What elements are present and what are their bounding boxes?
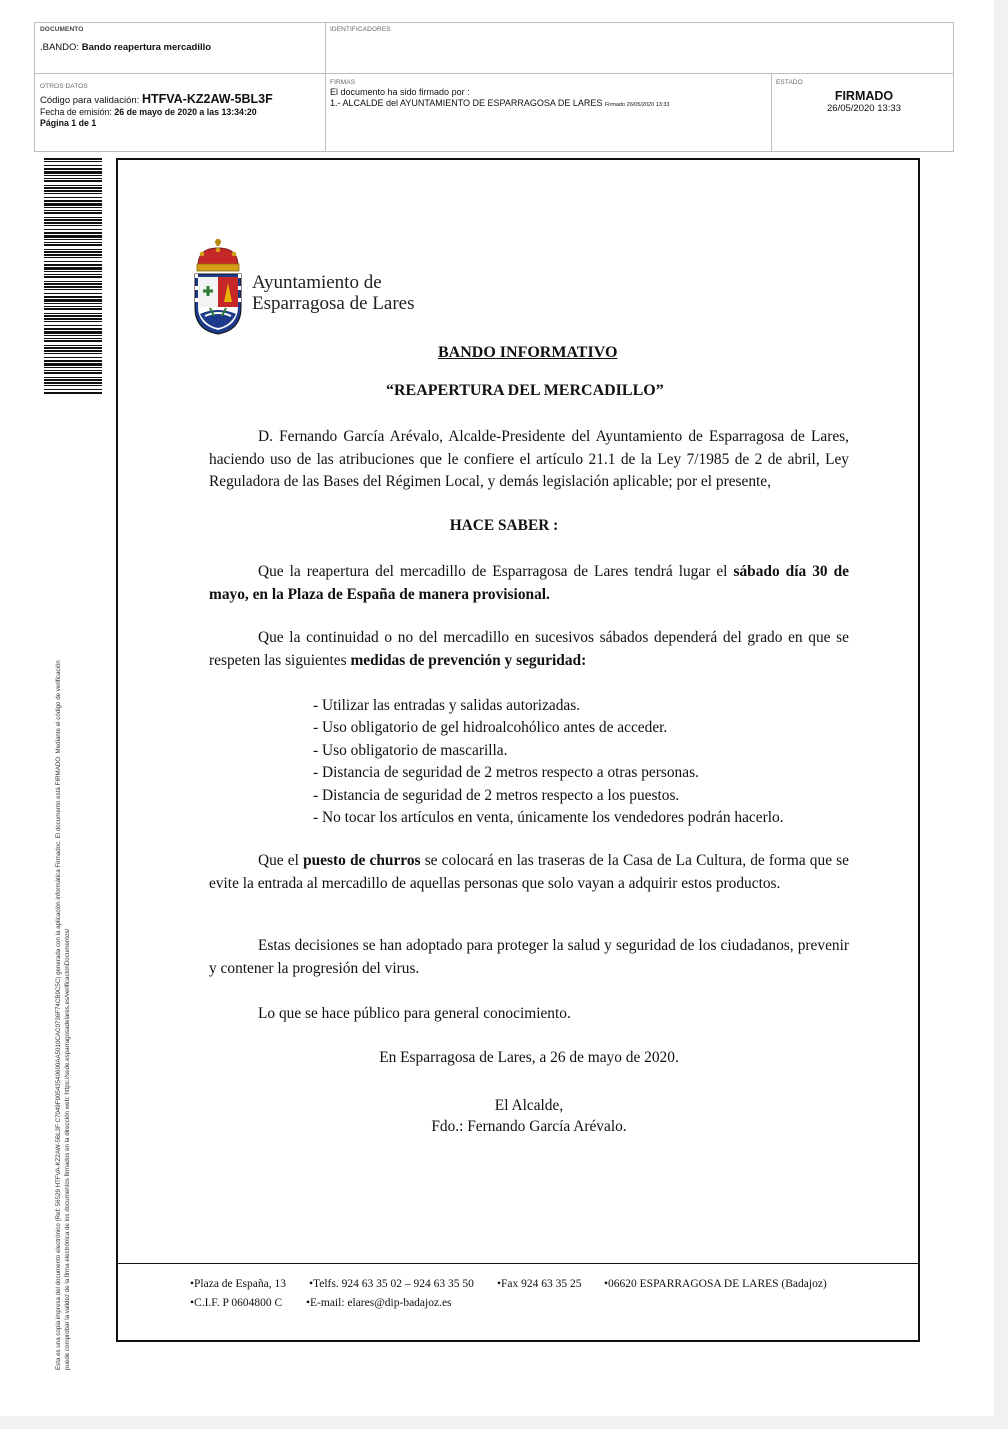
codigo-validacion [40, 93, 322, 107]
footer-cif: •C.I.F. P 0604800 C [190, 1297, 283, 1309]
barcode-bar [44, 306, 102, 307]
barcode-bar [44, 267, 102, 270]
barcode [44, 158, 102, 394]
organization-name [252, 272, 414, 314]
barcode-bar [44, 261, 102, 262]
fecha-value: 26 de mayo de 2020 a las 13:34:20 [114, 107, 257, 117]
firmante: 1.- ALCALDE del AYUNTAMIENTO DE ESPARRAGOSA DE LARES [330, 97, 603, 108]
bando-title: BANDO INFORMATIVO [438, 344, 618, 361]
barcode-bar [44, 321, 102, 322]
barcode-bar [44, 296, 102, 298]
barcode-bar [44, 193, 102, 194]
p2-text: Que la continuidad o no del mercadillo en sucesivos sábados dependerá del grado en que se respeten las siguientes [209, 629, 849, 669]
decisions-paragraph: Estas decisiones se han adoptado para proteger la salud y seguridad de los ciudadanos, prevenir y contener la progresión del virus. [209, 937, 849, 977]
coat-of-arms-logo [190, 236, 246, 336]
churros-paragraph [209, 850, 849, 895]
measures-list [313, 695, 784, 829]
barcode-bar [44, 222, 102, 224]
list-item: - Distancia de seguridad de 2 metros respecto a otras personas. [313, 764, 699, 782]
barcode-bar [44, 308, 102, 310]
firmas-line2 [330, 98, 768, 111]
barcode-bar [44, 171, 102, 174]
org-line1: Ayuntamiento de [252, 272, 382, 293]
barcode-bar [44, 239, 102, 240]
barcode-bar [44, 251, 102, 253]
barcode-bar [44, 315, 102, 317]
continuity-paragraph [209, 627, 849, 672]
barcode-bar [44, 165, 102, 166]
barcode-bar [44, 271, 102, 272]
documento-prefix: .BANDO: [40, 42, 80, 53]
codigo-label: Código para validación: [40, 95, 140, 106]
fecha-emision [40, 107, 322, 118]
barcode-bar [44, 210, 102, 211]
barcode-bar [44, 249, 102, 250]
barcode-bar [44, 254, 102, 256]
barcode-bar [44, 357, 102, 358]
barcode-bar [44, 219, 102, 221]
barcode-bar [44, 293, 102, 294]
signature-name: Fdo.: Fernando García Arévalo. [431, 1118, 627, 1135]
firmado-fecha: Firmado 26/05/2020 13:33 [604, 101, 670, 108]
barcode-bar [44, 379, 102, 381]
barcode-bar [44, 168, 102, 170]
org-line2: Esparragosa de Lares [252, 293, 415, 314]
footer-postal: •06620 ESPARRAGOSA DE LARES (Badajoz) [604, 1278, 827, 1290]
list-item: - Uso obligatorio de gel hidroalcohólico antes de acceder. [313, 719, 668, 737]
hace-saber-heading: HACE SABER : [449, 517, 559, 534]
barcode-bar [44, 350, 102, 352]
barcode-bar [44, 340, 102, 342]
barcode-bar [44, 158, 102, 160]
barcode-bar [44, 335, 102, 336]
barcode-bar [44, 370, 102, 371]
list-item: - No tocar los artículos en venta, únicamente los vendedores podrán hacerlo. [313, 809, 784, 827]
list-item: - Distancia de seguridad de 2 metros respecto a los puestos. [313, 786, 680, 804]
documento-value [40, 42, 320, 54]
barcode-bar [44, 197, 102, 198]
barcode-bar [44, 178, 102, 179]
barcode-bar [44, 281, 102, 282]
barcode-bar [44, 257, 102, 258]
barcode-bar [44, 225, 102, 226]
barcode-bar [44, 353, 102, 354]
barcode-bar [44, 185, 102, 186]
intro-paragraph: D. Fernando García Arévalo, Alcalde-Presidente del Ayuntamiento de Esparragosa de Lares, haciendo uso de las atribuciones que le confiere el artículo 21.1 de la Ley 7/1985 de 2 de abril, Ley Reguladora de las Bases del Régimen Local, y demás legislación aplicable; por el presente, [209, 428, 849, 490]
firmas-label: FIRMAS [330, 79, 356, 86]
footer-email: •E-mail: elares@dip-badajoz.es [306, 1297, 452, 1309]
barcode-bar [44, 299, 102, 302]
barcode-bar [44, 318, 102, 320]
p3-text-end: se colocará en las traseras de la Casa de La Cultura, de forma que se evite la entrada al mercadillo de aquellas personas que solo vayan a adquirir estos productos. [209, 852, 849, 892]
footer-address: •Plaza de España, 13 [190, 1278, 286, 1290]
barcode-bar [44, 286, 102, 288]
barcode-bar [44, 325, 102, 326]
barcode-bar [44, 347, 102, 349]
page-edge [0, 1416, 1008, 1429]
barcode-bar [44, 389, 102, 390]
reopening-paragraph [209, 561, 849, 606]
estado-date: 26/05/2020 13:33 [827, 103, 901, 114]
barcode-bar [44, 212, 102, 214]
p2-bold: medidas de prevención y seguridad: [350, 651, 587, 669]
footer-divider [118, 1263, 918, 1264]
barcode-bar [44, 392, 102, 394]
otros-datos-label: OTROS DATOS [40, 83, 88, 90]
footer-fax: •Fax 924 63 35 25 [497, 1278, 582, 1290]
identificadores-label: IDENTIFICADORES [330, 26, 391, 33]
footer-phones: •Telfs. 924 63 35 02 – 924 63 35 50 [309, 1278, 474, 1290]
side-text-line2: puede comprobar la validez de la firma electrónica de los documentos firmados en la dirección web: https://sede.esparragosadelares.es/verificacionDocumentos/ [63, 928, 71, 1370]
barcode-bar [44, 203, 102, 206]
barcode-bar [44, 274, 102, 275]
public-paragraph: Lo que se hace público para general conocimiento. [258, 1005, 571, 1022]
place-date: En Esparragosa de Lares, a 26 de mayo de 2020. [379, 1049, 679, 1066]
barcode-bar [44, 345, 102, 346]
reapertura-title: “REAPERTURA DEL MERCADILLO” [386, 382, 664, 399]
barcode-bar [44, 235, 102, 238]
barcode-bar [44, 377, 102, 378]
barcode-bar [44, 180, 102, 182]
barcode-bar [44, 363, 102, 366]
barcode-bar [44, 242, 102, 243]
barcode-bar [44, 264, 102, 266]
p3-text: Que el [258, 852, 304, 869]
barcode-bar [44, 331, 102, 334]
documento-label: DOCUMENTO [40, 26, 84, 33]
firmas-line1: El documento ha sido firmado por : [330, 87, 470, 97]
barcode-bar [44, 244, 102, 246]
pagina-indicator: Página 1 de 1 [40, 118, 97, 128]
documento-title: Bando reapertura mercadillo [81, 42, 212, 53]
fecha-label: Fecha de emisión: [40, 107, 112, 117]
p1-text: Que la reapertura del mercadillo de Esparragosa de Lares tendrá lugar el [258, 563, 734, 580]
document-info-header [34, 22, 954, 152]
barcode-bar [44, 385, 102, 386]
estado-value: FIRMADO [834, 89, 894, 103]
barcode-bar [44, 232, 102, 234]
signature-title: El Alcalde, [494, 1097, 564, 1114]
page-edge [994, 0, 1008, 1429]
barcode-bar [44, 303, 102, 304]
barcode-bar [44, 190, 102, 192]
barcode-bar [44, 187, 102, 189]
barcode-bar [44, 372, 102, 374]
barcode-bar [44, 207, 102, 208]
barcode-bar [44, 360, 102, 362]
verification-side-text [55, 400, 72, 1370]
barcode-bar [44, 229, 102, 230]
barcode-bar [44, 382, 102, 384]
barcode-bar [44, 328, 102, 330]
list-item: - Uso obligatorio de mascarilla. [313, 741, 508, 759]
barcode-bar [44, 313, 102, 314]
barcode-bar [44, 217, 102, 218]
barcode-bar [44, 283, 102, 285]
estado-label: ESTADO [776, 79, 803, 86]
p1-bold: sábado día 30 de mayo, en la Plaza de España de manera provisional. [209, 563, 849, 603]
list-item: - Utilizar las entradas y salidas autorizadas. [313, 697, 581, 714]
barcode-bar [44, 367, 102, 368]
barcode-bar [44, 276, 102, 278]
codigo-value: HTFVA-KZ2AW-5BL3F [141, 92, 273, 106]
p3-bold: puesto de churros [303, 852, 421, 869]
barcode-bar [44, 200, 102, 202]
barcode-bar [44, 338, 102, 339]
barcode-bar [44, 289, 102, 290]
side-text-line1: Esta es una copia impresa del documento electrónico (Ref: 56529 HTFVA-KZ2AW-5BL3F C7049F90543540600AA5010CAC0736F74CB9C5C) generada con la aplicación informática Firmadoc. El documento está FIRMADO. Mediante el código de verificación [55, 660, 62, 1370]
barcode-bar [44, 161, 102, 162]
barcode-bar [44, 175, 102, 176]
